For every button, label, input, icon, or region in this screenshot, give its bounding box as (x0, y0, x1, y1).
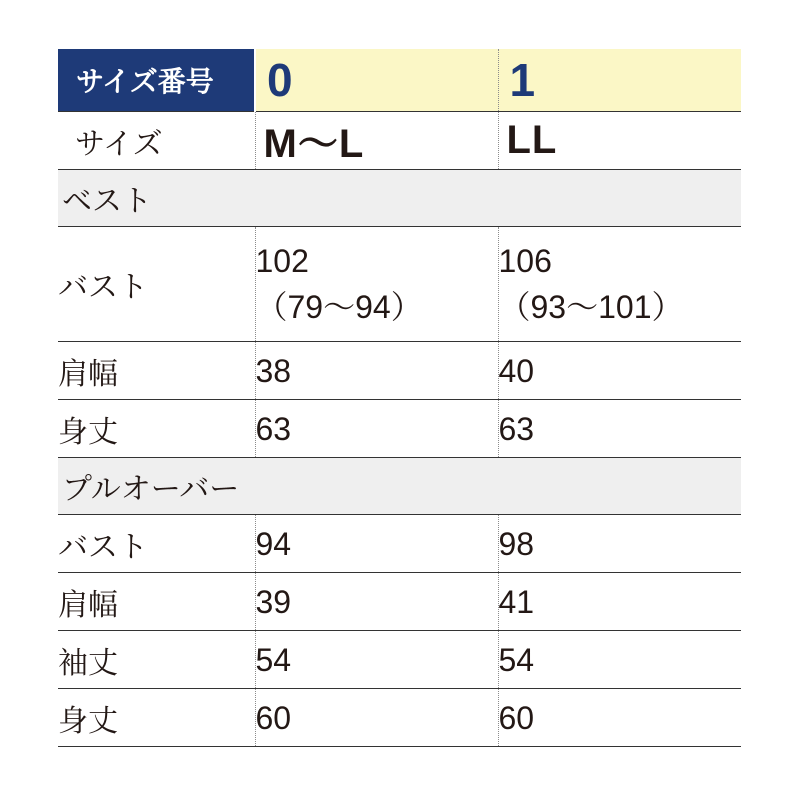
value-sub: （79～94） (255, 289, 423, 325)
row-item-label: バスト (58, 227, 255, 342)
row-item-label: 袖丈 (58, 631, 255, 689)
value-cell: 94 (255, 515, 498, 573)
size-number-label: サイズ番号 (58, 49, 255, 112)
size-name-0: M～L (255, 112, 498, 170)
value-cell: 60 (498, 689, 741, 747)
table-row (58, 227, 741, 342)
row-item-label: 肩幅 (58, 573, 255, 631)
size-name-1: LL (498, 112, 741, 170)
row-item-label: 身丈 (58, 689, 255, 747)
section-title: プルオーバー (58, 458, 741, 515)
size-number-0: 0 (255, 49, 498, 112)
table-row (58, 400, 741, 458)
value-cell: 39 (255, 573, 498, 631)
size-name-row (58, 112, 741, 170)
value-cell: 38 (255, 342, 498, 400)
value-cell: 41 (498, 573, 741, 631)
section-row-pullover (58, 458, 741, 515)
value-cell: 63 (498, 400, 741, 458)
value-cell: 54 (498, 631, 741, 689)
size-number-row (58, 49, 741, 112)
value-main: 102 (255, 243, 309, 279)
size-chart-table (58, 49, 741, 747)
value-cell: 98 (498, 515, 741, 573)
table-row (58, 689, 741, 747)
table-row (58, 342, 741, 400)
row-item-label: 身丈 (58, 400, 255, 458)
value-cell: 60 (255, 689, 498, 747)
row-item-label: バスト (58, 515, 255, 573)
table-row (58, 515, 741, 573)
value-cell (255, 227, 498, 342)
section-row-vest (58, 170, 741, 227)
table-row (58, 573, 741, 631)
size-label: サイズ (58, 112, 255, 170)
value-sub: （93～101） (498, 289, 684, 325)
value-cell: 63 (255, 400, 498, 458)
section-title: ベスト (58, 170, 741, 227)
value-cell (498, 227, 741, 342)
value-cell: 40 (498, 342, 741, 400)
row-item-label: 肩幅 (58, 342, 255, 400)
value-cell: 54 (255, 631, 498, 689)
value-main: 106 (498, 243, 552, 279)
size-number-1: 1 (498, 49, 741, 112)
table-row (58, 631, 741, 689)
